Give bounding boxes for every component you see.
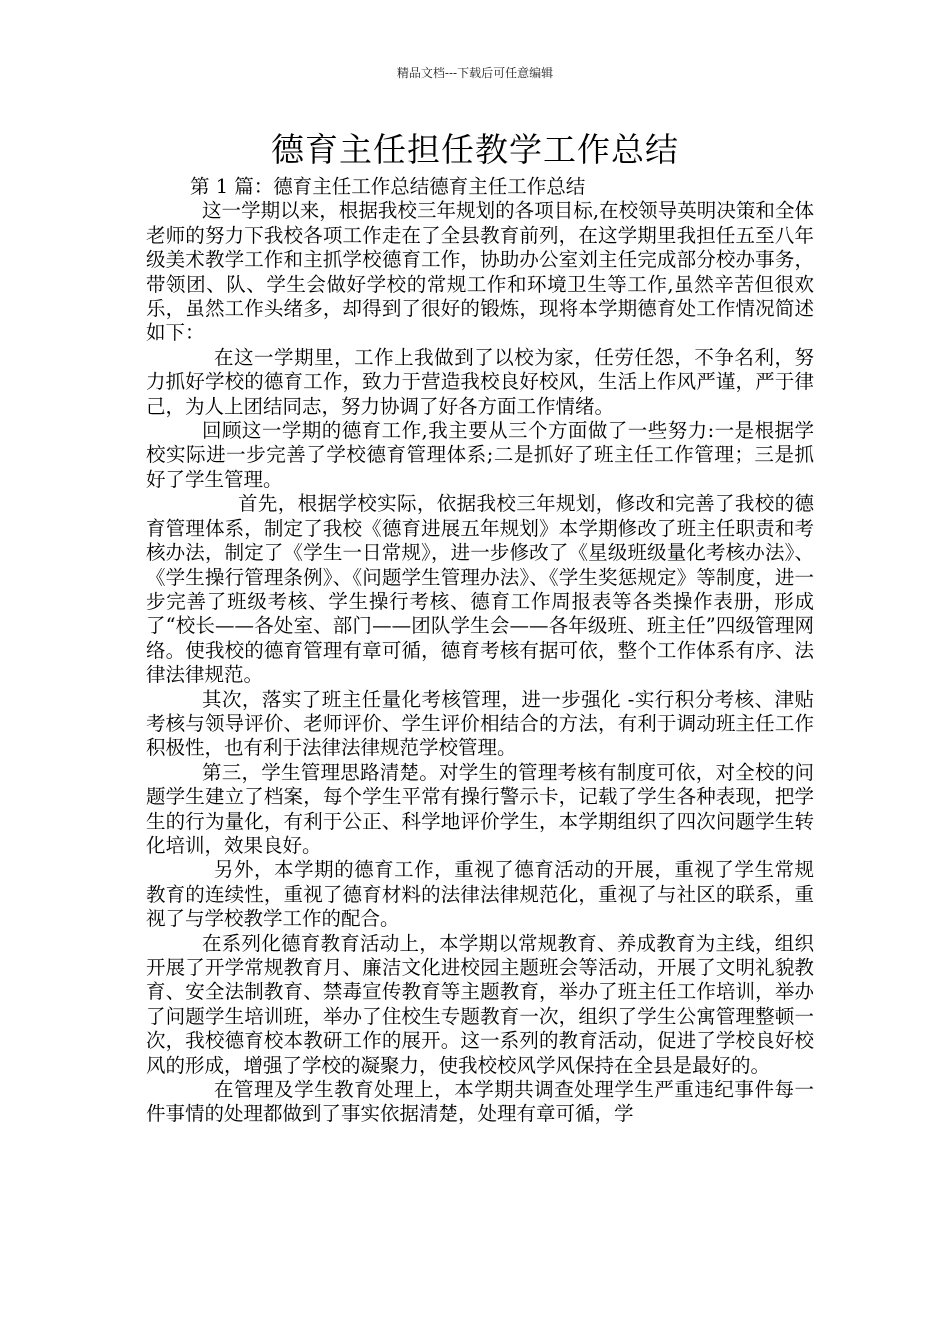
paragraph-additionally: 另外，本学期的德育工作，重视了德育活动的开展，重视了学生常规教育的连续性，重视了德育材料的法律法律规范化，重视了与社区的联系，重视了与学校教学工作的配合。 — [146, 858, 814, 931]
paragraph-activities: 在系列化德育教育活动上，本学期以常规教育、养成教育为主线，组织开展了开学常规教育月、廉洁文化进校园主题班会等活动，开展了文明礼貌教育、安全法制教育、禁毒宣传教育等主题教育，举办了班主任工作培训，举办了问题学生培训班，举办了住校生专题教育一次，组织了学生公寓管理整顿一次，我校德育校本教研工作的展开。这一系列的教育活动，促进了学校良好校风的形成，增强了学校的凝聚力，使我校校风学风保持在全县是最好的。 — [146, 931, 814, 1077]
paragraph-intro: 这一学期以来，根据我校三年规划的各项目标,在校领导英明决策和全体老师的努力下我校各项工作走在了全县教育前列，在这学期里我担任五至八年级美术教学工作和主抓学校德育工作，协助办公室刘主任完成部分校办事务，带领团、队、学生会做好学校的常规工作和环境卫生等工作,虽然辛苦但很欢乐，虽然工作头绪多，却得到了很好的锻炼，现将本学期德育处工作情况简述如下： — [146, 199, 814, 345]
paragraph-second: 其次，落实了班主任量化考核管理，进一步强化 -实行积分考核、津贴考核与领导评价、老师评价、学生评价相结合的方法，有利于调动班主任工作积极性，也有利于法律法律规范学校管理。 — [146, 687, 814, 760]
paragraph-review: 回顾这一学期的德育工作,我主要从三个方面做了一些努力:一是根据学校实际进一步完善了学校德育管理体系;二是抓好了班主任工作管理；三是抓好了学生管理。 — [146, 419, 814, 491]
document-body — [146, 175, 814, 1127]
paragraph-attitude: 在这一学期里，工作上我做到了以校为家，任劳任怨，不争名利，努力抓好学校的德育工作，致力于营造我校良好校风，生活上作风严谨，严于律己，为人上团结同志，努力协调了好各方面工作情绪。 — [146, 345, 814, 418]
paragraph-third: 第三，学生管理思路清楚。对学生的管理考核有制度可依，对全校的问题学生建立了档案，每个学生平常有操行警示卡，记载了学生各种表现，把学生的行为量化，有利于公正、科学地评价学生，本学期组织了四次问题学生转化培训，效果良好。 — [146, 760, 814, 857]
document-title: 德育主任担任教学工作总结 — [271, 130, 679, 169]
section-subtitle: 第 1 篇：德育主任工作总结德育主任工作总结 — [190, 175, 586, 198]
paragraph-discipline: 在管理及学生教育处理上，本学期共调查处理学生严重违纪事件每一件事情的处理都做到了事实依据清楚，处理有章可循，学 — [146, 1078, 814, 1126]
paragraph-first: 首先，根据学校实际，依据我校三年规划，修改和完善了我校的德育管理体系，制定了我校《德育进展五年规划》本学期修改了班主任职责和考核办法，制定了《学生一日常规》，进一步修改了《星级班级量化考核办法》、《学生操行管理条例》、《问题学生管理办法》、《学生奖惩规定》等制度，进一步完善了班级考核、学生操行考核、德育工作周报表等各类操作表册，形成了“校长——各处室、部门——团队学生会——各年级班、班主任”四级管理网络。使我校的德育管理有章可循，德育考核有据可依，整个工作体系有序、法律法律规范。 — [146, 492, 814, 687]
page-header-watermark: 精品文档---下载后可任意编辑 — [396, 66, 554, 80]
